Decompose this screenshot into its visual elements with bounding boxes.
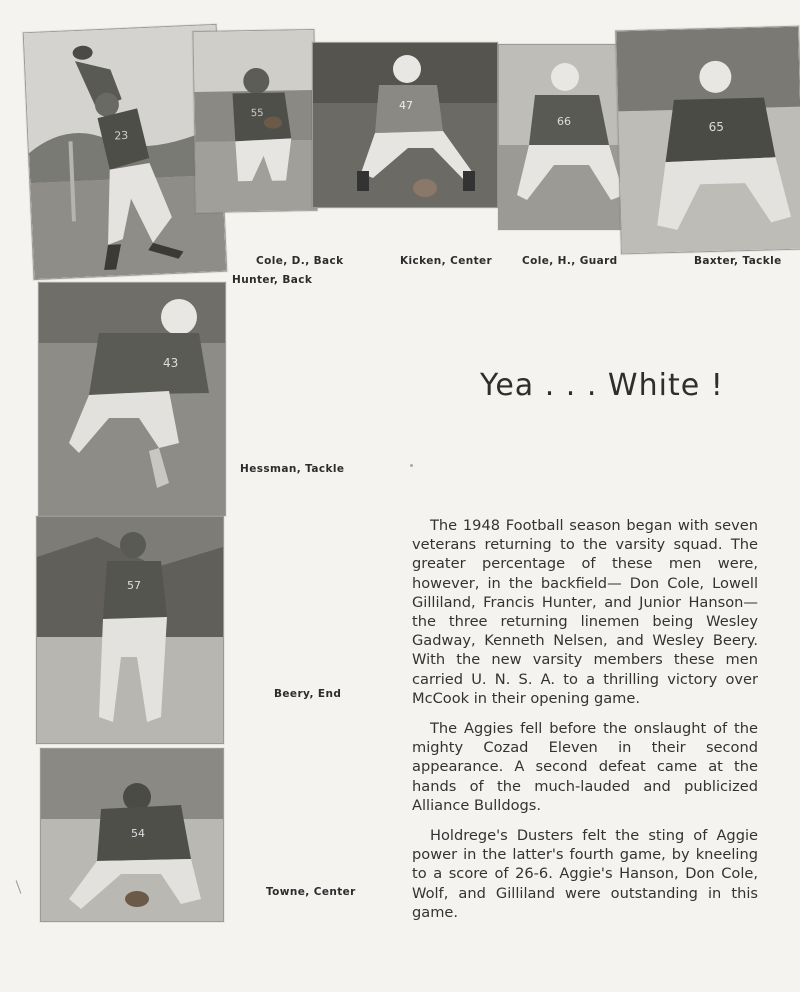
towne-jersey: 54: [131, 827, 145, 840]
player-kicken-image: [313, 43, 497, 207]
article-body: [412, 516, 758, 933]
caption-beery: Beery, End: [274, 688, 342, 700]
player-beery-image: [37, 517, 223, 743]
cole-d-jersey: 55: [250, 107, 264, 120]
photo-hessman: [38, 282, 226, 516]
caption-cole-h: Cole, H., Guard: [522, 255, 618, 267]
hessman-jersey: 43: [163, 356, 179, 370]
photo-kicken: [312, 42, 498, 208]
caption-cole-d: Cole, D., Back: [256, 255, 344, 267]
caption-hessman: Hessman, Tackle: [240, 463, 345, 475]
hunter-jersey: 23: [114, 128, 129, 143]
player-cole-d-image: [193, 30, 316, 212]
article-paragraph-3: Holdrege's Dusters felt the sting of Aggie power in the latter's fourth game, by kneeling to a score of 26-6. Aggie's Hanson, Don Cole, Wolf, and Gilliland were outstanding in this game.: [412, 827, 758, 921]
article-paragraph-2: The Aggies fell before the onslaught of the mighty Cozad Eleven in their second appearance. A second defeat came at the hands of the much-lauded and publicized Alliance Bulldogs.: [412, 720, 758, 814]
photo-cole-d: [192, 29, 317, 213]
player-hessman-image: [39, 283, 225, 515]
kicken-jersey: 47: [399, 99, 413, 112]
caption-baxter: Baxter, Tackle: [694, 255, 782, 267]
decorative-mark: [16, 880, 22, 893]
photo-baxter: [615, 26, 800, 255]
caption-towne: Towne, Center: [266, 886, 356, 898]
beery-jersey: 57: [127, 579, 141, 592]
player-towne-image: [41, 749, 223, 921]
page-heading: Yea . . . White !: [480, 368, 724, 403]
article-paragraph-1: The 1948 Football season began with seven veterans returning to the varsity squad. The greater percentage of these men were, however, in the backfield— Don Cole, Lowell Gilliland, Francis Hunter, and Junior Hanson—the three returning linemen being Wesley Gadway, Kenneth Nelsen, and Wesley Beery. With the new varsity members these men carried U. N. S. A. to a thrilling victory over McCook in their opening game.: [412, 517, 758, 707]
caption-hunter: Hunter, Back: [232, 274, 313, 286]
decorative-dot: [410, 464, 413, 467]
caption-kicken: Kicken, Center: [400, 255, 493, 267]
photo-towne: [40, 748, 224, 922]
photo-beery: [36, 516, 224, 744]
player-baxter-image: [616, 27, 800, 254]
baxter-jersey: 65: [708, 119, 725, 135]
cole-h-jersey: 66: [557, 115, 571, 128]
